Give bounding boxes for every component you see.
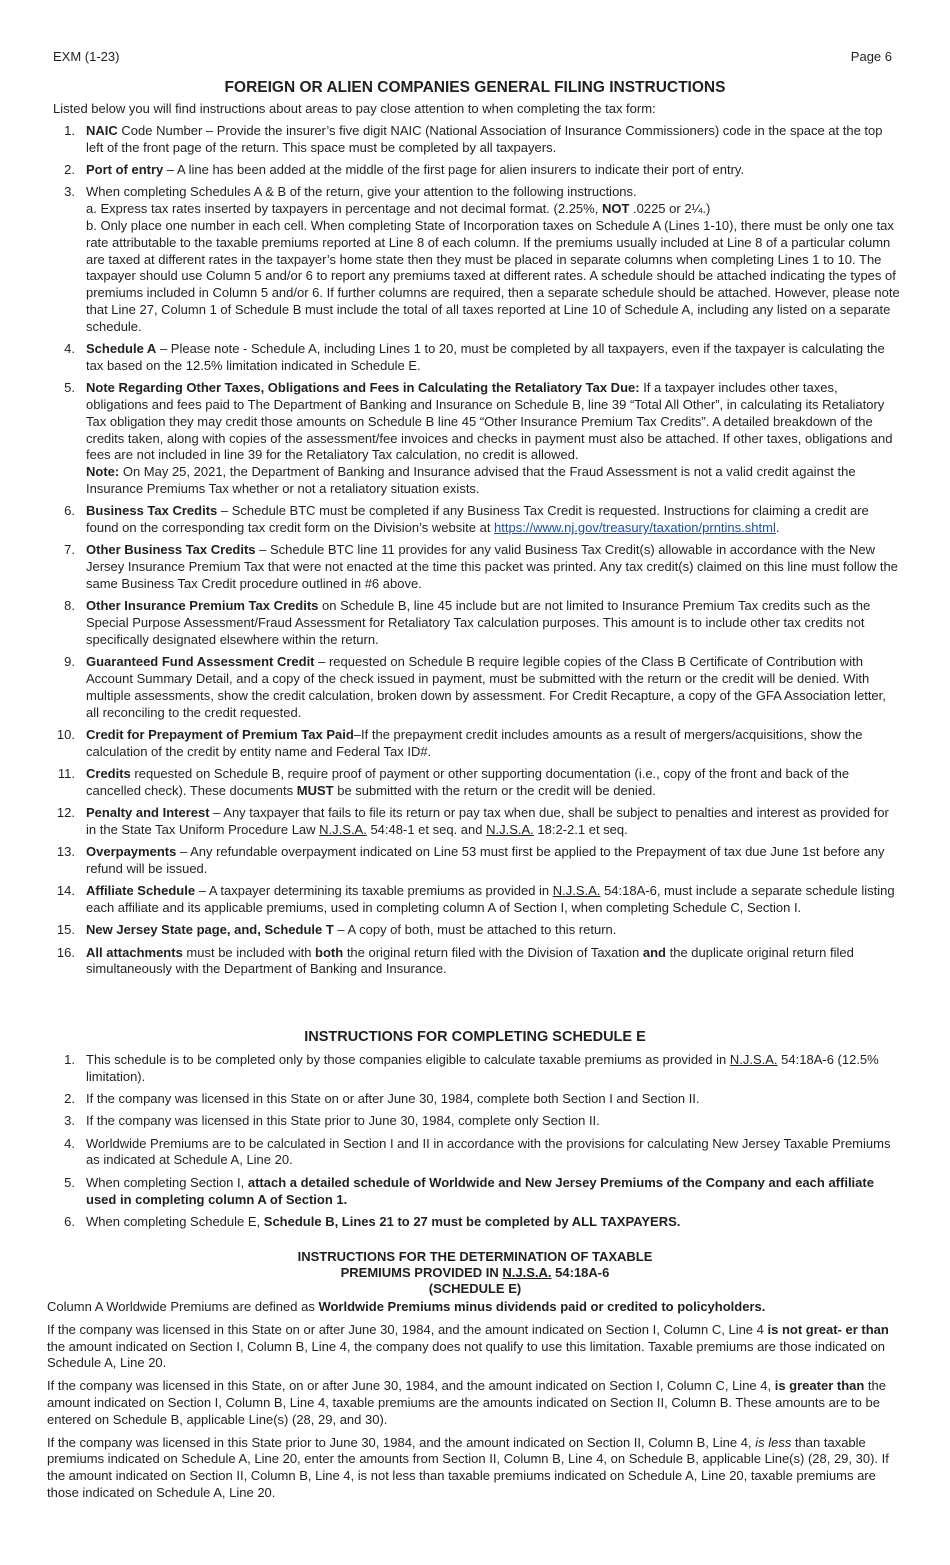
- list-item: 6. When completing Schedule E, Schedule B, Lines 21 to 27 must be completed by ALL TAXPAYERS.: [64, 1213, 681, 1229]
- schedule-e-title: INSTRUCTIONS FOR COMPLETING SCHEDULE E: [304, 1029, 646, 1045]
- form-id: EXM (1-23): [53, 49, 120, 64]
- list-item: 2. Port of entry – A line has been added at the middle of the first page for alien insurers to indicate their port of entry.: [64, 162, 745, 178]
- determination-title: INSTRUCTIONS FOR THE DETERMINATION OF TAXABLE PREMIUMS PROVIDED IN N.J.S.A. 54:18A-6 (SCHEDULE E): [297, 1249, 653, 1296]
- schedule-e-list: [0, 1052, 950, 1236]
- list-item: 9. Guaranteed Fund Assessment Credit – requested on Schedule B require legible copies of the Class B Certificate of Contribution with Account Summary Detail, and a copy of the check issued in payment, must be submitted with the return or the credit will be denied. With multiple assessments, show the credit calculation, broken down by assessment. For Credit Recapture, a copy of the GFA Association letter, all reconciling to the credit requested.: [64, 654, 886, 720]
- paragraph: If the company was licensed in this State, on or after June 30, 1984, and the amount indicated on Section I, Column C, Line 4, is greater than the amount indicated on Section I, Column B, Line 4, taxable premiums are the amounts indicated on Section II, Column B. These amounts are to be entered on Schedule B, applicable Line(s) (28, 29, and 30).: [47, 1378, 886, 1427]
- list-item: 3. When completing Schedules A & B of the return, give your attention to the following instructions. a. Express tax rates inserted by taxpayers in percentage and not decimal format. (2.25%, NOT .0225 or 2¼.) b. Only place one number in each cell. When completing State of Incorporation taxes on Schedule A (Lines 1-10), there must be only one tax rate attributable to the taxable premiums reported at Line 8 of each column. If the premiums usually included at Line 8 of a particular column are taxed at different rates in the taxpayer’s home state then they must be placed in separate columns when completing Lines 1 to 10. The taxpayer should use Column 5 and/or 6 to report any premiums taxed at different rates. A schedule should be attached indicating the types of premiums included in Column 5 and/or 6. If further columns are required, then a separate schedule should be attached. However, please note that Line 27, Column 1 of Schedule B must include the total of all taxes reported at Line 10 of Schedule A, including any listed on a separate schedule.: [64, 184, 900, 334]
- list-item: 1. NAIC Code Number – Provide the insurer’s five digit NAIC (National Association of Insurance Commissioners) code in the space at the top left of the front page of the return. This space must be completed by all taxpayers.: [64, 123, 883, 155]
- paragraph: If the company was licensed in this State prior to June 30, 1984, and the amount indicated on Section II, Column B, Line 4, is less than taxable premiums indicated on Schedule A, Line 20, enter the amounts from Section II, Column B, Line 4, on Schedule B, applicable Line(s) (28, 29, 30). If the amount indicated on Section II, Column B, Line 4, is not less than taxable premiums indicated on Schedule A, Line 20, taxable premiums are those indicated on Schedule A, Line 20.: [47, 1434, 889, 1500]
- list-item: 10. Credit for Prepayment of Premium Tax Paid–If the prepayment credit includes amounts as a result of mergers/acquisitions, show the calculation of the credit by entity name and Federal Tax ID#.: [56, 726, 863, 759]
- determination-paragraphs: [47, 1299, 907, 1508]
- intro-text: Listed below you will find instructions about areas to pay close attention to when completing the tax form:: [53, 101, 656, 116]
- list-item: 4. Worldwide Premiums are to be calculated in Section I and II in accordance with the provisions for calculating New Jersey Taxable Premiums as indicated at Schedule A, Line 20.: [64, 1135, 891, 1168]
- list-item: 5. Note Regarding Other Taxes, Obligations and Fees in Calculating the Retaliatory Tax Due: If a taxpayer includes other taxes, obligations and fees paid to The Department of Banking and Insurance on Schedule B, line 39 “Total All Other”, in calculating its Retaliatory Tax obligation they may credit those amounts on Schedule B line 45 “Other Insurance Premium Tax Credits”. A detailed breakdown of the credits taken, along with copies of the assessment/fee invoices and checks in payment must also be attached. If other taxes, obligations and fees are not included in line 39 for the Retaliatory Tax calculation, no credit is allowed. Note: On May 25, 2021, the Department of Banking and Insurance advised that the Fraud Assessment is not a valid credit against the Insurance Premiums Tax whether or not a retaliatory situation exists.: [64, 380, 893, 496]
- filing-instructions-list: [0, 123, 950, 984]
- list-item: 1. This schedule is to be completed only by those companies eligible to calculate taxable premiums as provided in N.J.S.A. 54:18A-6 (12.5% limitation).: [64, 1052, 879, 1084]
- list-item: 11. Credits requested on Schedule B, require proof of payment or other supporting documentation (i.e., copy of the front and back of the cancelled check). These documents MUST be submitted with the return or the credit will be denied.: [57, 765, 850, 798]
- list-item: 12. Penalty and Interest – Any taxpayer that fails to file its return or pay tax when due, shall be subject to penalties and interest as provided for in the State Tax Uniform Procedure Law N.J.S.A. 54:48-1 et seq. and N.J.S.A. 18:2-2.1 et seq.: [56, 804, 889, 837]
- list-item: 13. Overpayments – Any refundable overpayment indicated on Line 53 must first be applied to the Prepayment of tax due June 1st before any refund will be issued.: [56, 844, 885, 876]
- list-item: 3. If the company was licensed in this State prior to June 30, 1984, complete only Section II.: [64, 1113, 600, 1129]
- list-item: 16. All attachments must be included with both the original return filed with the Division of Taxation and the duplicate original return filed simultaneously with the Department of Banking and Insurance.: [56, 944, 854, 977]
- list-item: 14. Affiliate Schedule – A taxpayer determining its taxable premiums as provided in N.J.S.A. 54:18A-6, must include a separate schedule listing each affiliate and its applicable premiums, used in completing column A of Section I, when completing Schedule C, Section I.: [56, 883, 895, 915]
- page-title: FOREIGN OR ALIEN COMPANIES GENERAL FILING INSTRUCTIONS: [224, 79, 726, 96]
- paragraph: Column A Worldwide Premiums are defined as Worldwide Premiums minus dividends paid or credited to policyholders.: [47, 1299, 766, 1314]
- list-item: 7. Other Business Tax Credits – Schedule BTC line 11 provides for any valid Business Tax Credit(s) allowable in accordance with the New Jersey Insurance Premium Tax that were not enacted at the time this packet was printed. Any tax credit(s) claimed on this line must follow the same Business Tax Credit procedure outlined in #6 above.: [64, 542, 898, 591]
- list-item: 15. New Jersey State page, and, Schedule T – A copy of both, must be attached to this return.: [56, 922, 617, 938]
- division-website-link[interactable]: https://www.nj.gov/treasury/taxation/prntins.shtml: [494, 520, 776, 536]
- list-item: 6. Business Tax Credits – Schedule BTC must be completed if any Business Tax Credit is requested. Instructions for claiming a credit are found on the corresponding tax credit form on the Division’s website at https://www.nj.gov/treasury/taxation/prntins.shtml.: [64, 503, 869, 536]
- list-item: 2. If the company was licensed in this State on or after June 30, 1984, complete both Section I and Section II.: [64, 1091, 700, 1107]
- page-number: Page 6: [850, 49, 892, 64]
- paragraph: If the company was licensed in this State on or after June 30, 1984, and the amount indicated on Section I, Column C, Line 4 is not great- er than the amount indicated on Section I, Column B, Line 4, the company does not qualify to use this limitation. Taxable premiums are those indicated on Schedule A, Line 20.: [47, 1321, 889, 1371]
- list-item: 8. Other Insurance Premium Tax Credits on Schedule B, line 45 include but are not limited to Insurance Premium Tax credits such as the Special Purpose Assessment/Fraud Assessment for Retaliatory Tax calculation purposes. This amount is to include other tax credits not specifically designated elsewhere within the return.: [64, 598, 871, 647]
- list-item: 4. Schedule A – Please note - Schedule A, including Lines 1 to 20, must be completed by all taxpayers, even if the taxpayer is calculating the tax based on the 12.5% limitation indicated in Schedule E.: [64, 341, 885, 373]
- list-item: 5. When completing Section I, attach a detailed schedule of Worldwide and New Jersey Premiums of the Company and each affiliate used in completing column A of Section 1.: [64, 1174, 874, 1207]
